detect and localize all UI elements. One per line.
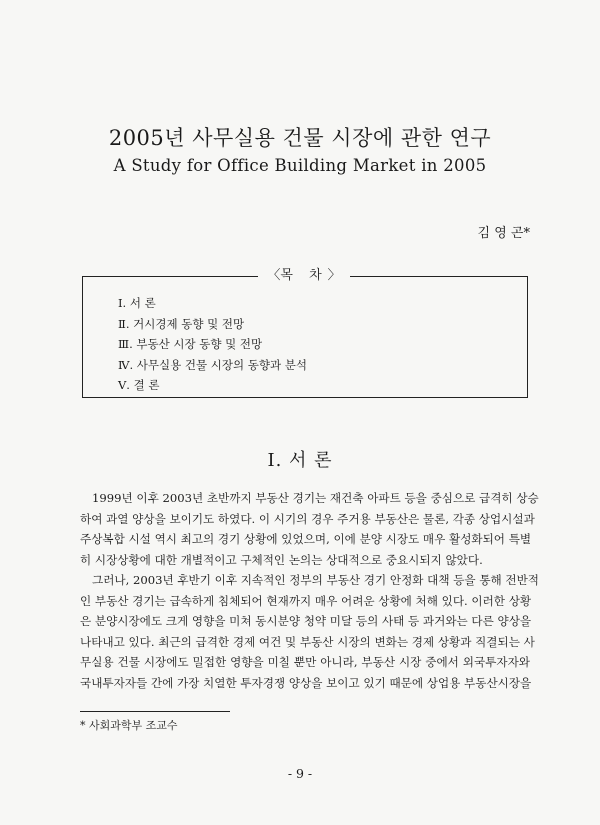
toc-item: Ⅳ. 사무실용 건물 시장의 동향과 분석 xyxy=(118,357,307,372)
body-line: 주상복합 시설 역시 최고의 경기 상황에 있었으며, 이에 분양 시장도 매우 활성화되어 특별 xyxy=(80,532,532,546)
page-number: - 9 - xyxy=(287,766,313,781)
toc-right-bracket: 〉 xyxy=(327,268,341,283)
toc-item: Ⅰ. 서 론 xyxy=(118,296,156,310)
body-line: 무실용 건물 시장에도 밀접한 영향을 미칠 뿐만 아니라, 부동산 시장 중에서 외국투자자와 xyxy=(80,655,530,669)
body-line: 1999년 이후 2003년 초반까지 부동산 경기는 재건축 아파트 등을 중심으로 급격히 상승 xyxy=(92,491,539,505)
body-line: 은 분양시장에도 크게 영향을 미쳐 동시분양 청약 미달 등의 사태 등 과거와는 다른 양상을 xyxy=(80,614,532,628)
body-line: 하여 과열 양상을 보이기도 하였다. 이 시기의 경우 주거용 부동산은 물론, 각종 상업시설과 xyxy=(80,511,535,526)
toc-item: Ⅴ. 결 론 xyxy=(118,378,160,392)
author-name: 김 영 곤* xyxy=(477,226,530,241)
footnote: * 사회과학부 조교수 xyxy=(80,719,178,732)
body-text xyxy=(80,488,540,693)
body-line: 인 부동산 경기는 급속하게 침체되어 현재까지 매우 어려운 상황에 처해 있다. 이러한 상황 xyxy=(80,593,532,608)
toc-item: Ⅱ. 거시경제 동향 및 전망 xyxy=(118,316,245,331)
toc-left-bracket: 〈 xyxy=(267,268,281,283)
body-line: 국내투자자들 간에 가장 치열한 투자경쟁 양상을 보이고 있기 때문에 상업용 부동산시장을 xyxy=(80,675,532,690)
toc-heading xyxy=(258,266,350,286)
footnote-divider xyxy=(80,711,230,712)
title-korean: 2005년 사무실용 건물 시장에 관한 연구 xyxy=(108,126,492,150)
body-line: 그러나, 2003년 후반기 이후 지속적인 정부의 부동산 경기 안정화 대책 등을 통해 전반적 xyxy=(92,573,540,587)
body-line: 히 시장상황에 대한 개별적이고 구체적인 논의는 상대적으로 중요시되지 않았다. xyxy=(80,552,483,567)
body-line: 나타내고 있다. 최근의 급격한 경제 여건 및 부동산 시장의 변화는 경제 상황과 직결되는 사 xyxy=(80,634,535,649)
toc-list xyxy=(118,293,307,396)
toc-heading-text: 목 차 xyxy=(280,268,328,283)
section-title: Ⅰ. 서 론 xyxy=(267,450,333,471)
title-english: A Study for Office Building Market in 2005 xyxy=(113,156,487,175)
toc-item: Ⅲ. 부동산 시장 동향 및 전망 xyxy=(118,337,263,351)
